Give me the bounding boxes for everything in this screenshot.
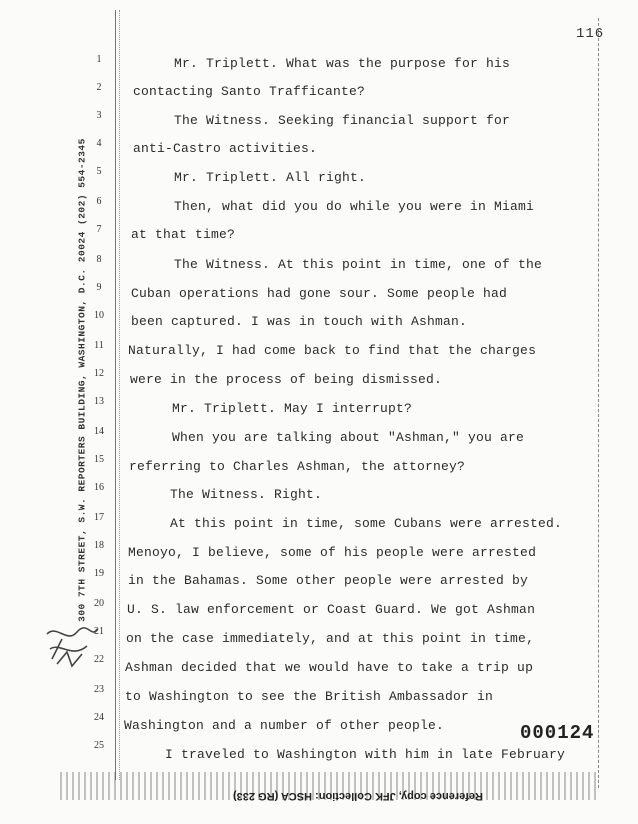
line-number: 22 — [94, 654, 104, 665]
transcript-line: at that time? — [131, 227, 236, 242]
transcript-line: Menoyo, I believe, some of his people were arrested — [128, 545, 537, 560]
line-number: 6 — [96, 196, 102, 207]
line-number: 18 — [94, 540, 104, 551]
transcript-line: Washington and a number of other people. — [124, 718, 445, 733]
line-number: 9 — [96, 282, 102, 293]
line-number: 12 — [94, 368, 104, 379]
transcript-line: Naturally, I had come back to find that the charges — [128, 343, 537, 358]
line-number: 7 — [96, 224, 102, 235]
transcript-line: Ashman decided that we would have to take a trip up — [125, 660, 534, 675]
transcript-line: referring to Charles Ashman, the attorney? — [129, 459, 466, 474]
line-number: 11 — [94, 340, 104, 351]
transcript-line: At this point in time, some Cubans were arrested. — [170, 516, 563, 531]
line-number: 2 — [96, 82, 102, 93]
line-number: 21 — [94, 626, 104, 637]
line-number: 25 — [94, 740, 104, 751]
transcript-line: contacting Santo Trafficante? — [133, 84, 366, 99]
line-number: 4 — [96, 138, 102, 149]
transcript-line: Mr. Triplett. May I interrupt? — [172, 401, 413, 416]
right-margin-rule — [598, 18, 599, 788]
line-number: 1 — [96, 54, 102, 65]
transcript-line: I traveled to Washington with him in late February — [165, 747, 566, 762]
bates-number: 000124 — [520, 722, 595, 744]
line-number: 15 — [94, 454, 104, 465]
left-margin-rule — [115, 10, 116, 780]
transcript-line: Mr. Triplett. What was the purpose for his — [174, 56, 511, 71]
transcript-line: been captured. I was in touch with Ashman. — [131, 314, 468, 329]
transcript-line: The Witness. Right. — [170, 487, 323, 502]
line-number: 8 — [96, 254, 102, 265]
line-number: 5 — [96, 166, 102, 177]
line-number: 13 — [94, 396, 104, 407]
line-number: 23 — [94, 684, 104, 695]
transcript-line: Cuban operations had gone sour. Some people had — [131, 286, 508, 301]
line-number: 20 — [94, 598, 104, 609]
line-number: 16 — [94, 482, 104, 493]
transcript-line: Then, what did you do while you were in Miami — [174, 199, 535, 214]
transcript-line: to Washington to see the British Ambassador in — [125, 689, 494, 704]
footer-reference-container — [148, 790, 568, 810]
transcript-line: The Witness. At this point in time, one of the — [174, 257, 543, 272]
line-number: 14 — [94, 426, 104, 437]
transcript-line: anti-Castro activities. — [133, 141, 318, 156]
transcript-line: on the case immediately, and at this point in time, — [126, 631, 535, 646]
line-number: 17 — [94, 512, 104, 523]
handwritten-mark-icon — [42, 624, 102, 674]
reporter-address: 300 7TH STREET, S.W. REPORTERS BUILDING, WASHINGTON, D.C. 20024 (202) 554-2345 — [76, 138, 88, 622]
transcript-line: The Witness. Seeking financial support for — [174, 113, 511, 128]
line-number: 19 — [94, 568, 104, 579]
transcript-line: in the Bahamas. Some other people were arrested by — [128, 573, 529, 588]
transcript-line: U. S. law enforcement or Coast Guard. We got Ashman — [127, 602, 536, 617]
left-margin-rule-inner — [119, 10, 120, 780]
line-number: 3 — [96, 110, 102, 121]
line-number: 10 — [94, 310, 104, 321]
page-number: 116 — [576, 26, 605, 42]
line-number: 24 — [94, 712, 104, 723]
transcript-line: were in the process of being dismissed. — [130, 372, 443, 387]
reference-copy-label: Reference copy, JFK Collection: HSCA (RG 233) — [233, 790, 483, 802]
transcript-line: When you are talking about "Ashman," you are — [172, 430, 525, 445]
transcript-line: Mr. Triplett. All right. — [174, 170, 367, 185]
